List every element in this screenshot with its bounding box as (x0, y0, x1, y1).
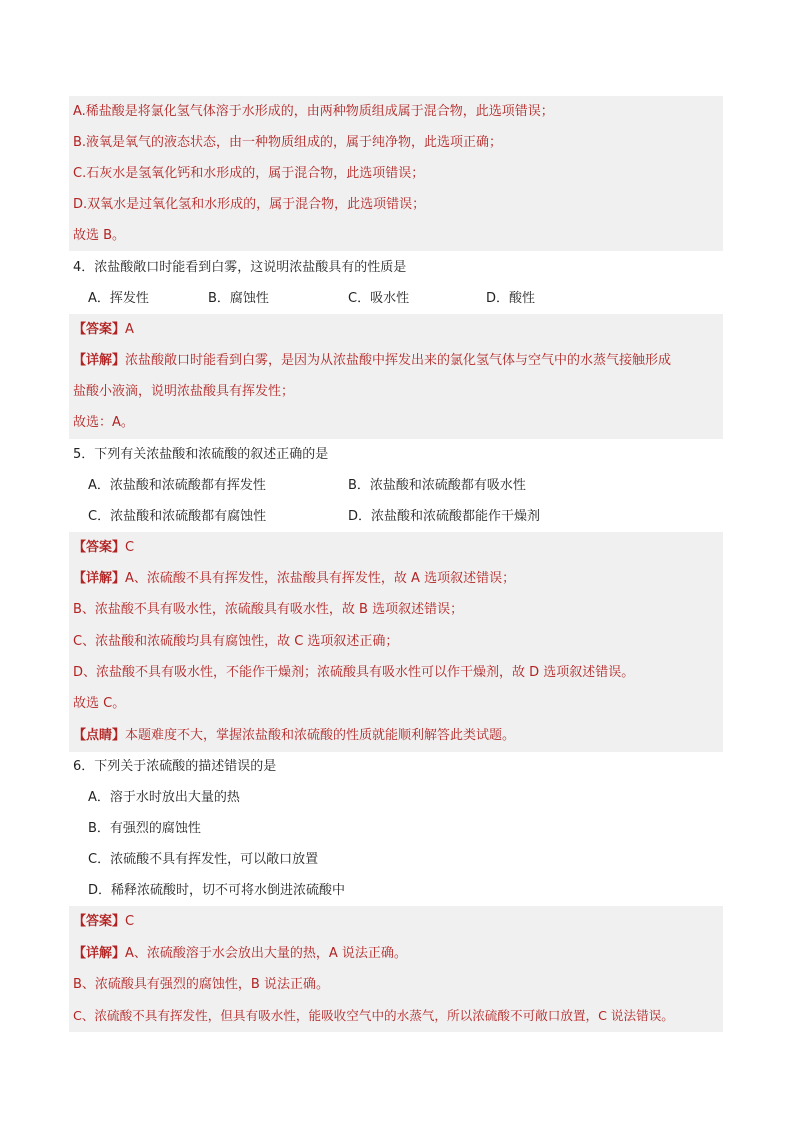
q5-option-d: D．浓盐酸和浓硫酸都能作干燥剂 (348, 509, 541, 524)
q4-stem: 4．浓盐酸敞口时能看到白雾，这说明浓盐酸具有的性质是 (73, 260, 407, 275)
q5-stem: 5．下列有关浓盐酸和浓硫酸的叙述正确的是 (73, 447, 329, 462)
answer-tag: 【答案】 (73, 322, 126, 337)
q4-answer (73, 320, 134, 340)
detail-text: A、浓硫酸不具有挥发性，浓盐酸具有挥发性，故 A 选项叙述错误； (125, 571, 516, 586)
q3-explain-b: B.液氧是氧气的液态状态，由一种物质组成的，属于纯净物，此选项正确； (73, 135, 503, 150)
answer-tag: 【答案】 (73, 914, 126, 929)
detail-tag: 【详解】 (73, 946, 126, 961)
q4-detail-2: 盐酸小液滴，说明浓盐酸具有挥发性； (73, 384, 295, 399)
q4-detail-1 (73, 351, 671, 371)
comment-tag: 【点睛】 (73, 728, 126, 743)
q6-answer (73, 912, 134, 932)
q5-detail-d: D、浓盐酸不具有吸水性，不能作干燥剂；浓硫酸具有吸水性可以作干燥剂，故 D 选项叙述错误。 (73, 665, 635, 680)
q6-option-b: B．有强烈的腐蚀性 (88, 821, 201, 836)
q4-answer-block (69, 314, 723, 439)
q5-detail-a (73, 569, 515, 589)
q6-detail-a (73, 944, 407, 964)
answer-value: A (125, 322, 134, 337)
q6-detail-b: B、浓硫酸具有强烈的腐蚀性，B 说法正确。 (73, 977, 329, 992)
q6-option-d: D．稀释浓硫酸时，切不可将水倒进浓硫酸中 (88, 883, 346, 898)
answer-value: C (125, 540, 135, 555)
q5-option-b: B．浓盐酸和浓硫酸都有吸水性 (348, 478, 526, 493)
detail-text: A、浓硫酸溶于水会放出大量的热，A 说法正确。 (125, 946, 407, 961)
q5-answer (73, 538, 134, 558)
q6-stem: 6．下列关于浓硫酸的描述错误的是 (73, 759, 277, 774)
detail-tag: 【详解】 (73, 353, 126, 368)
answer-value: C (125, 914, 135, 929)
q4-option-b: B．腐蚀性 (208, 291, 269, 306)
answer-tag: 【答案】 (73, 540, 126, 555)
q4-option-a: A．挥发性 (88, 291, 149, 306)
q4-option-d: D．酸性 (486, 291, 536, 306)
q6-option-a: A．溶于水时放出大量的热 (88, 790, 240, 805)
q6-option-c: C．浓硫酸不具有挥发性，可以敞口放置 (88, 852, 319, 867)
detail-tag: 【详解】 (73, 571, 126, 586)
q5-comment (73, 726, 515, 746)
q3-conclusion: 故选 B。 (73, 228, 126, 243)
q3-explain-a: A.稀盐酸是将氯化氢气体溶于水形成的，由两种物质组成属于混合物，此选项错误； (73, 104, 554, 119)
q3-explain-c: C.石灰水是氢氧化钙和水形成的，属于混合物，此选项错误； (73, 166, 425, 181)
comment-text: 本题难度不大，掌握浓盐酸和浓硫酸的性质就能顺利解答此类试题。 (125, 728, 516, 743)
q5-option-c: C．浓盐酸和浓硫酸都有腐蚀性 (88, 509, 267, 524)
q5-detail-b: B、浓盐酸不具有吸水性，浓硫酸具有吸水性，故 B 选项叙述错误； (73, 602, 464, 617)
q4-option-c: C．吸水性 (348, 291, 410, 306)
q5-detail-c: C、浓盐酸和浓硫酸均具有腐蚀性，故 C 选项叙述正确； (73, 634, 399, 649)
detail-text: 浓盐酸敞口时能看到白雾，是因为从浓盐酸中挥发出来的氯化氢气体与空气中的水蒸气接触形成 (125, 353, 672, 368)
q5-conclusion: 故选 C。 (73, 696, 126, 711)
q3-explain-d: D.双氧水是过氧化氢和水形成的，属于混合物，此选项错误； (73, 197, 426, 212)
q6-detail-c: C、浓硫酸不具有挥发性，但具有吸水性，能吸收空气中的水蒸气，所以浓硫酸不可敞口放置，C 说法错误。 (73, 1008, 674, 1023)
q4-conclusion: 故选：A。 (73, 415, 134, 430)
q5-option-a: A．浓盐酸和浓硫酸都有挥发性 (88, 478, 266, 493)
